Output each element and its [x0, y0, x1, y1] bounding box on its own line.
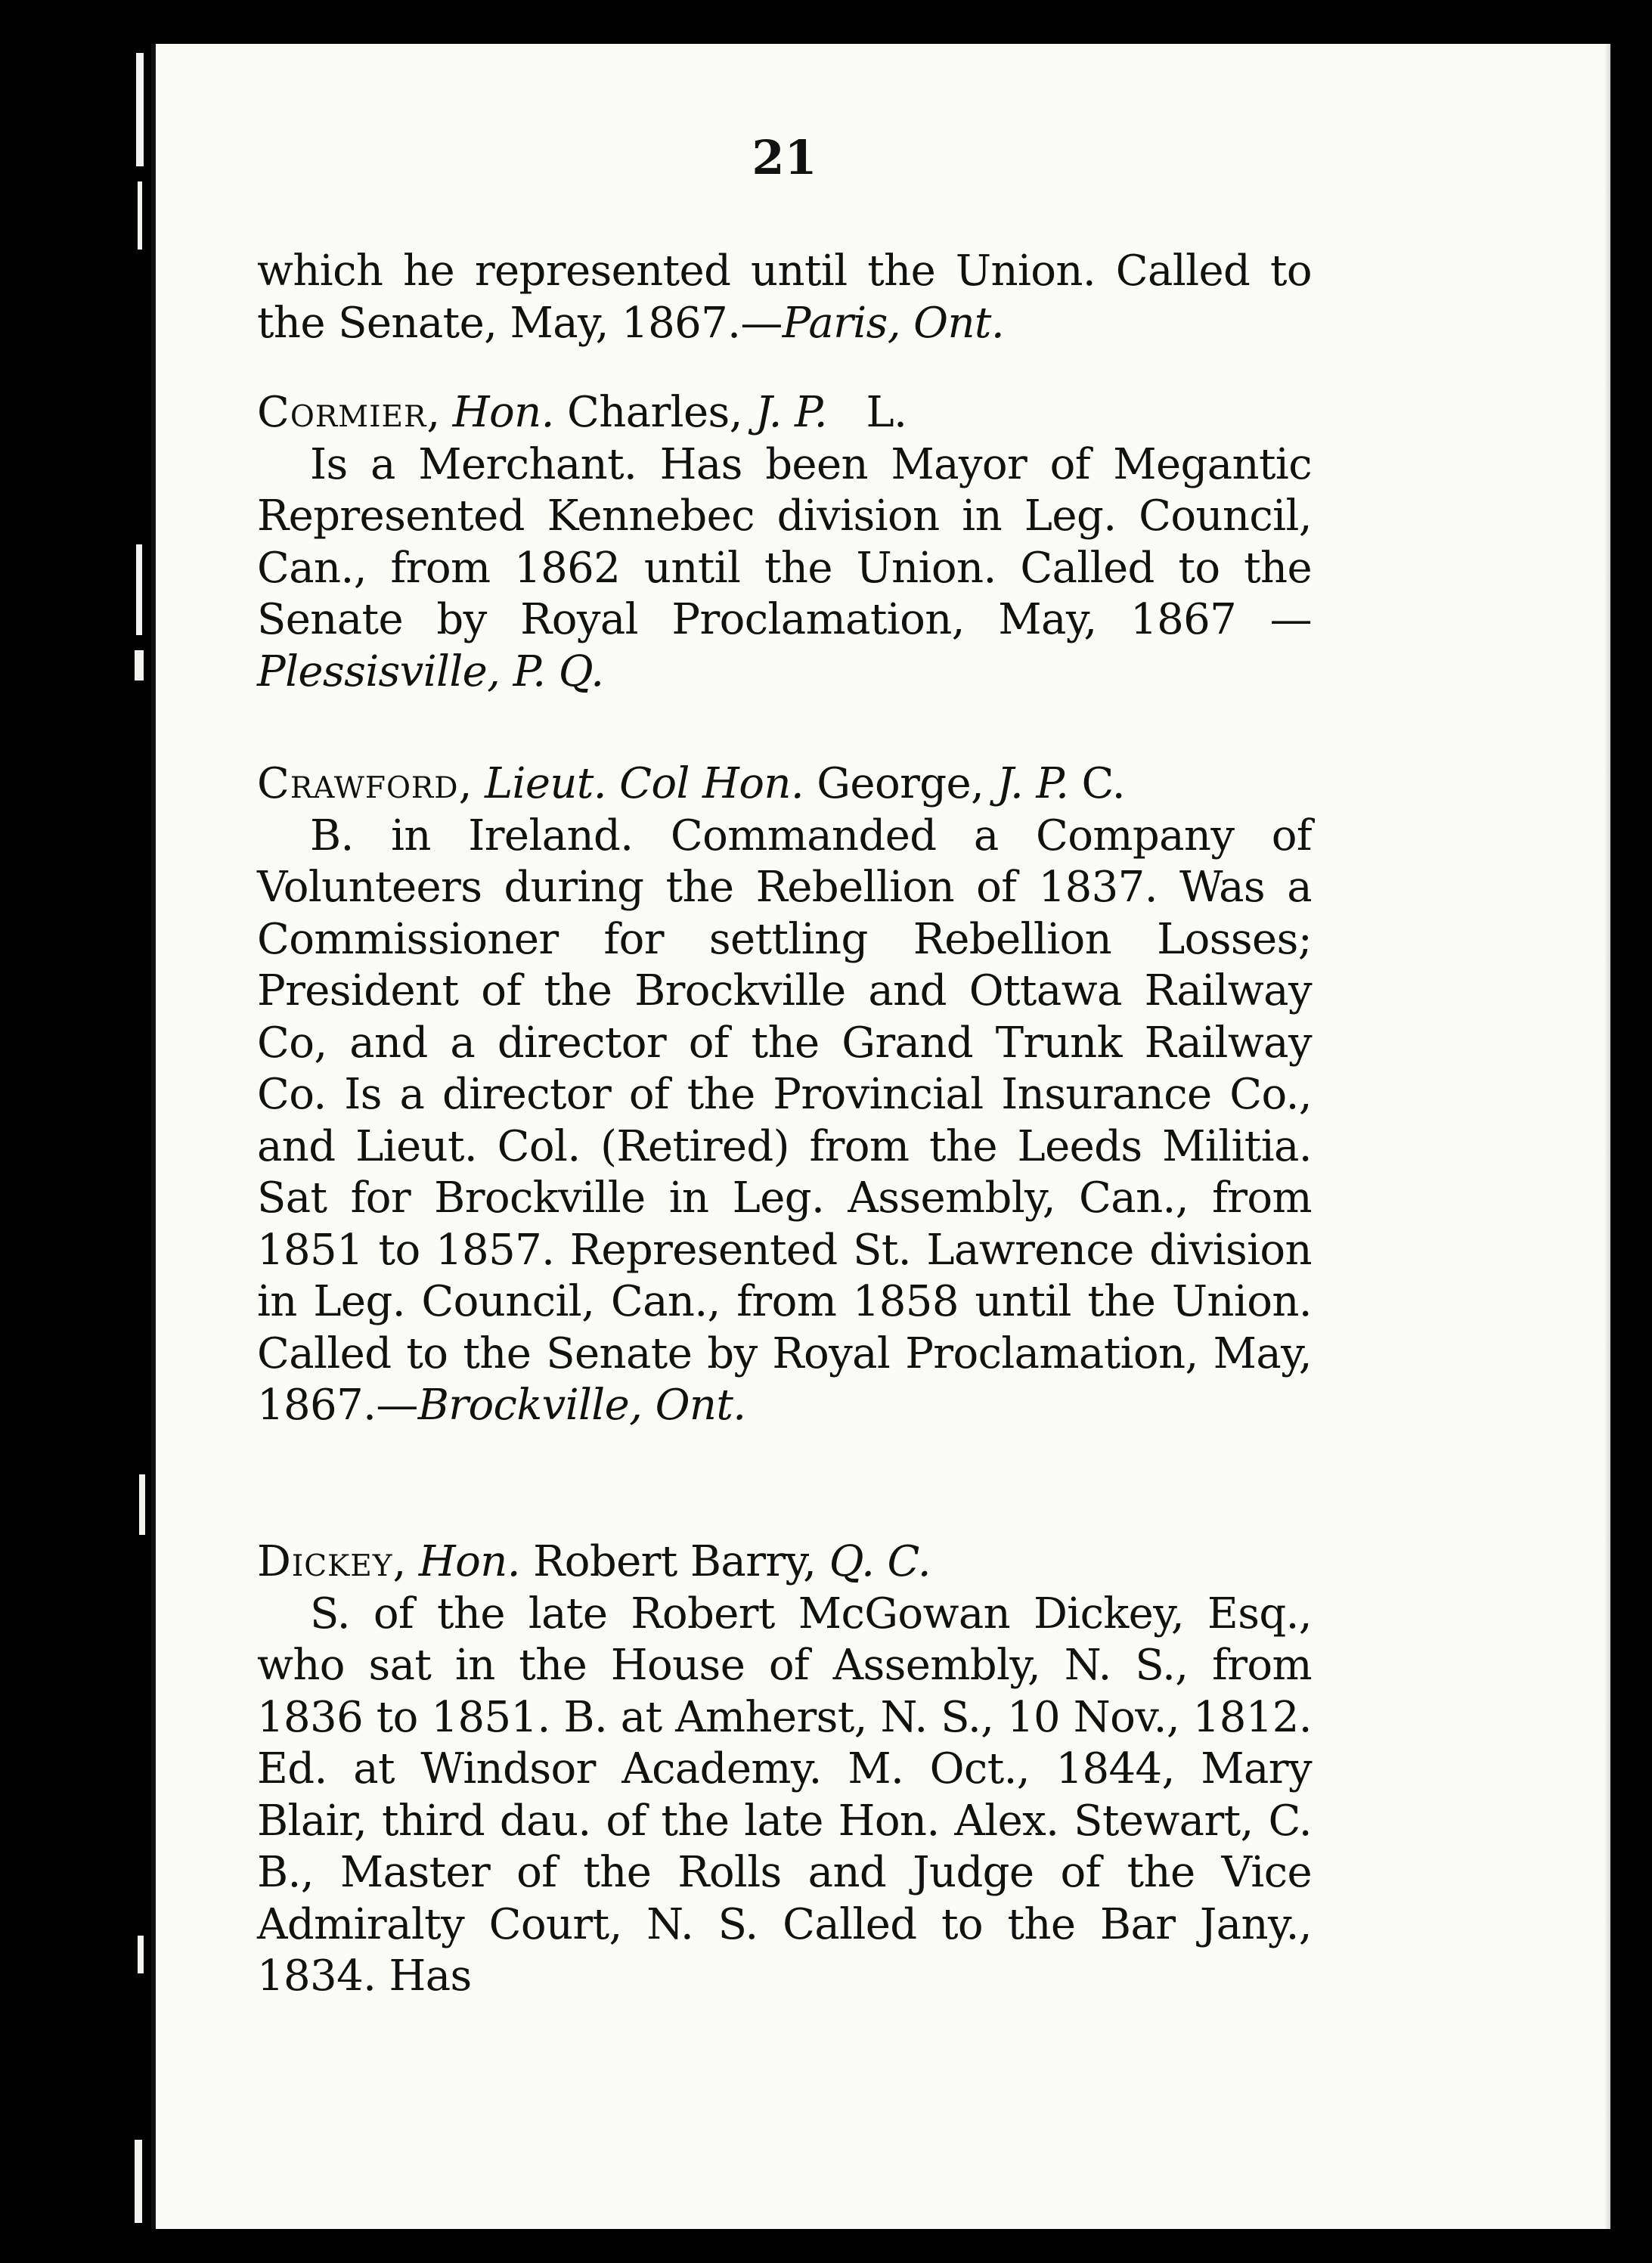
entry-party: C.: [1081, 759, 1125, 808]
continuation-place-province: Ont.: [913, 298, 1005, 348]
entry-title: Lieut. Col Hon.: [484, 759, 804, 808]
entry-post-nominal: Q. C.: [829, 1537, 931, 1586]
entry-place-province: P. Q.: [513, 646, 604, 696]
entry-given-name: Charles,: [567, 388, 742, 437]
entry-body-text: Is a Merchant. Has been Mayor of Megantic Represented Kennebec division in Leg. Council, Can., from 1862 until the Union. Called to the Senate by Royal Proclamation, May, 1867 —: [257, 439, 1312, 644]
continuation-place-city: Paris,: [782, 298, 900, 348]
entry-post-nominal: J. P.: [755, 388, 827, 437]
entry-post-nominal: J. P.: [996, 759, 1069, 808]
entry-surname: Dickey: [257, 1537, 393, 1586]
entry-body: [257, 439, 1312, 699]
entry-title: Hon.: [452, 388, 554, 437]
page-number: 21: [752, 130, 817, 185]
entry-body-text: B. in Ireland. Commanded a Company of Volunteers during the Rebellion of 1837. Was a Commissioner for settling Rebellion Losses; President of the Brockville and Ottawa Railway Co, and a director of the Grand Trunk Railway Co. Is a director of the Provincial Insurance Co., and Lieut. Col. (Retired) from the Leeds Militia. Sat for Brockville in Leg. Assembly, Can., from 1851 to 1857. Represented St. Lawrence division in Leg. Council, Can., from 1858 until the Union. Called to the Senate by Royal Proclamation, May, 1867.—: [257, 811, 1312, 1430]
entry-surname: Crawford: [257, 759, 459, 808]
entry-given-name: George,: [817, 759, 984, 808]
entry-cormier: [257, 387, 1312, 698]
continuation-text: which he represented until the Union. Called to the Senate, May, 1867.—: [257, 246, 1312, 348]
continuation-paragraph: [257, 246, 1312, 349]
entry-surname: Cormier: [257, 388, 427, 437]
entry-dickey: [257, 1536, 1312, 2003]
entry-place-city: Plessisville,: [257, 646, 501, 696]
entry-heading: Cormier, Hon. Charles, J. P. L.: [257, 388, 907, 437]
entry-body: [257, 1589, 1312, 2003]
entry-party: L.: [866, 388, 907, 437]
entry-title: Hon.: [418, 1537, 520, 1586]
entry-body: [257, 811, 1312, 1432]
entry-body-text: S. of the late Robert McGowan Dickey, Esq., who sat in the House of Assembly, N. S., from 1836 to 1851. B. at Amherst, N. S., 10 Nov., 1812. Ed. at Windsor Academy. M. Oct., 1844, Mary Blair, third dau. of the late Hon. Alex. Stewart, C. B., Master of the Rolls and Judge of the Vice Admiralty Court, N. S. Called to the Bar Jany., 1834. Has: [257, 1589, 1312, 2001]
entry-heading: Dickey, Hon. Robert Barry, Q. C.: [257, 1537, 931, 1586]
entry-given-name: Robert Barry,: [533, 1537, 817, 1586]
entry-heading: Crawford, Lieut. Col Hon. George, J. P. C.: [257, 759, 1125, 808]
entry-place-province: Ont.: [655, 1381, 746, 1430]
entry-crawford: [257, 758, 1312, 1432]
binding-margin-marks: [0, 0, 151, 2263]
entry-place-city: Brockville,: [417, 1381, 643, 1430]
